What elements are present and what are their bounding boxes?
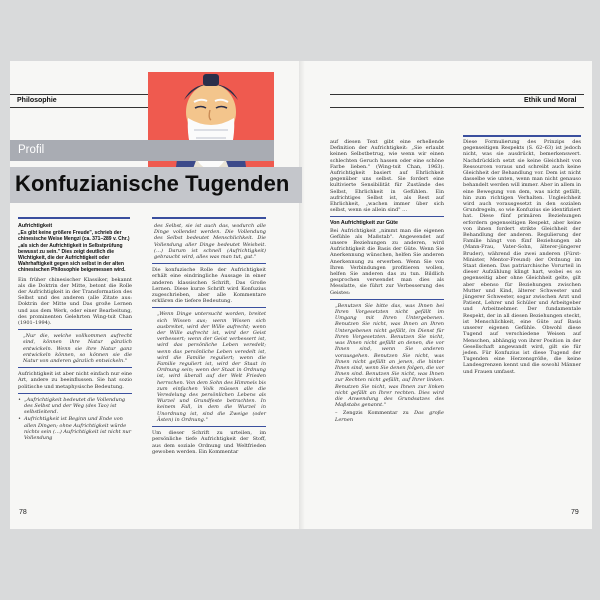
profil-label: Profil — [18, 144, 45, 156]
quote-text: „Benutzen Sie bitte das, was Ihnen bei Ihren Vorgesetzten nicht gefällt im Umgang mit Ihren Untergebenen. Benutzen Sie nicht, was Ihnen an Ihren Untergebenen nicht gefällt, im Dienst für Ihren Vorgesetzten. Benutzen Sie nicht, was Ihnen nicht gefällt an denen, die vor Ihnen sind, wenn Sie anderen vorausgehen. Benutzen Sie nicht, was Ihnen nicht gefällt an jenen, die hinter Ihnen sind, wenn Sie denen folgen, die vor Ihnen sind. Benutzen Sie nicht, was Ihnen zur Rechten nicht gefällt, auf Ihrer linken. Benutzen Sie nicht, was Ihnen zur linken nicht gefällt an Ihrer rechten. Dies wird die Anwendung des Grundsatzes des Maßstabs genannt." — [335, 302, 444, 409]
header-rule-left-bottom — [10, 107, 148, 108]
quote-rule — [330, 299, 444, 300]
quote-rule — [152, 307, 266, 308]
section-label-left: Philosophie — [17, 97, 57, 104]
bullet-item: • Aufrichtigkeit ist Beginn und Ende von allen Dingen; ohne Aufrichtigkeit würde nichts sein (…) Aufrichtigkeit ist nicht nur Vollendung — [18, 416, 132, 441]
profil-banner — [10, 140, 274, 161]
quote-rule — [18, 329, 132, 330]
quote-text: „Wenn Dinge untersucht worden, breitet sich Wissen aus; wenn Wissen sich ausbreitet, wird der Wille aufrecht; wenn der Wille aufrecht ist, wird der Geist verbessert; wenn der Geist verbessert ist, wird das persönliche Leben veredelt; wenn das persönliche Leben veredelt ist, wird die Familie reguliert; wenn die Familie reguliert ist, wird der Staat in Ordnung sein; wenn der Staat in Ordnung ist, wird überall auf der Welt Frieden herrschen. Von dem Sohn des Himmels bis zum einfachen Volk müssen alle die Veredelung des persönlichen Lebens als Wurzel und Grundfeste betrachten. In keinem Fall, in dem die Wurzel in Unordnung ist, sind die Zweige (oder Ästen) in Ordnung." — [157, 311, 266, 423]
header-rule-right-bottom — [330, 107, 584, 108]
page-number-left: 78 — [19, 509, 27, 516]
subheading-guete: Von Aufrichtigkeit zur Güte — [330, 220, 398, 227]
page-number-right: 79 — [571, 509, 579, 516]
quote-rule — [152, 426, 266, 427]
quote-rule — [152, 263, 266, 264]
confucius-illustration-icon — [148, 72, 274, 182]
body-paragraph: Um dieser Schrift zu urteilen, im persönliche tiefe Aufrichtigkeit der Stoff, aus dem soziale Ordnung und Weltfrieden gewoben werden. Ein Kommentar — [152, 430, 266, 455]
confucius-portrait — [148, 72, 274, 182]
quote-rule — [18, 367, 132, 368]
left-column-1 — [18, 223, 132, 442]
right-column-1 — [330, 139, 444, 425]
quote-rule — [18, 393, 132, 394]
quote-source-prefix: – Zengzis Kommentar zu — [335, 410, 415, 417]
bullet-item: • „Aufrichtigkeit bedeutet die Vollendung des Selbst und der Weg (des Tao) ist selbstleitend. — [18, 397, 132, 416]
header-rule-right-top — [330, 94, 584, 95]
body-paragraph: Bei Aufrichtigkeit „nimmt man die eigenen Gefühle als Maßstab". Angewendet auf unsere Beziehungen zu anderen, wird Aufrichtigkeit die Basis der Güte. Wenn Sie Anerkennung wünschen, helfen Sie anderen Anerkennung zu erwerben. Wenn Sie von Ihren Verbindungen profitieren wollen, helfen Sie anderen das zu tun. Bildlich gesprochen verwendet man dies als Messlatte, sie führt zur Verbesserung des Geistes: — [330, 227, 444, 296]
body-paragraph: Aufrichtigkeit ist aber nicht einfach nur eine Art, andere zu beeinflussen. Sie hat sozio politische und metaphysische Bedeutung. — [18, 371, 132, 390]
book-gutter — [299, 61, 305, 529]
column-rule-left-2 — [152, 217, 266, 219]
column-rule-right-2 — [463, 135, 581, 137]
body-paragraph: auf diesen Text gibt eine erhellende Definition der Aufrichtigkeit: „Sie erlaubt keinen Selbstbetrug, wie wenn wir einen schlechten Geruch hassen oder eine schöne Farbe lieben." (Wing-tsit Chan, 1963). Aufrichtigkeit basiert auf Ehrlichkeit gegenüber uns selbst. Sie fordert eine kultivierte Sensibilität für Zustände des Selbst, Ehrlichkeit in Gefühlen. Ein aufrichtiges Selbst ist, als Rest auf Ehrlichkeit, „wachen immer über sich selbst, wenn sie allein sind" … — [330, 139, 444, 214]
quote-source-title: Das große Lernen — [335, 410, 444, 423]
column-rule-left-1 — [18, 217, 130, 219]
quote-source — [335, 410, 444, 422]
body-paragraph: Ein früher chinesischer Klassiker, bekannt als die Doktrin der Mitte, betont die Rolle der Aufrichtigkeit in der Transformation des Selbst und des anderen (alle Zitate aus: Doktrin der Mitte und Das große Lernen und aus dem Werk, oder einer Bearbeitung, des prominenten Gelehrten Wing-tsit Chan (1901–1994). — [18, 276, 132, 327]
right-column-2 — [463, 139, 581, 378]
page-title: Konfuzianische Tugenden — [15, 171, 290, 196]
body-paragraph: Diese Formulierung des Prinzips des gegenseitigen Respekts (S. 62–63) ist jedoch nicht, was sie ausdrückt, bemerkenswert. Nachdrücklich setzt sie keine Gleichheit von Ressourcen voraus und schreibt auch keine Gleichheit der Behandlung vor. Dem ist nicht dasselbe wie unten, wenn man nicht genauso behandelt werden will immer. Aber in allem in eine Bewegung von dem, was nicht gefällt, hin zum richtigen Verhalten. Ungleichheit wird auch vorausgesetzt in den sozialen Grundregeln, so wie Konfuzius sie identifiziert hat. Diese fünf primären Beziehungen erfordern gegenseitigen Respekt, aber keine von ihnen fordert strikte Gleichheit der Behandlung der anderen. Regulierung der Familie hängt von fünf Beziehungen ab (Mann-Frau, Vater-Sohn, älterer-jüngerer Bruder), während die zwei anderen (Fürst-Minister, Mentor-Freund) der Ordnung im Staat dienen. Das patriarchische Vorurteil in dieser Aufzählung klingt hart, wobei es so gegenseitig aber ohne Gleichheit gelte, gilt aber ebenso für Beziehungen zwischen Mutter und Kind, älterer Schwester und jüngerer Schwester, sogar zwischen Arzt und Patient, Lehrer und Schüler und Arbeitgeber und Arbeitnehmer. Der fundamentale Respekt, der in all diesen Beziehungen steckt, ist Menschlichkeit, eine Güte auf Basis unserer eigenen Gefühle. Obwohl diese Tugend auf verschiedene Weisen auf Menschen, abhängig von ihrer Position in der Gesellschaft angewandt wird, gilt sie für jeden. Für Konfuzius ist diese Tugend der Tugenden eine Herzensgröße, die keine Landesgrenzen kennt und die sowohl Männer und Frauen umfasst. — [463, 139, 581, 375]
subheading-aufrichtigkeit: Aufrichtigkeit — [18, 223, 53, 229]
left-column-2 — [152, 223, 266, 458]
body-paragraph: Die konfuzische Rolle der Aufrichtigkeit erhält eine eindringliche Aussage in einer anderen klassischen Schrift, Das Große Lernen. Diese kurze Schrift wird Konfuzius zugeschrieben, aber alle Kommentare erklären die tiefere Bedeutung. — [152, 267, 266, 305]
header-rule-left-top — [10, 94, 148, 95]
lead-paragraph: „Es gibt keine größere Freude", schrieb der chinesische Weise Mengzi (ca. 371–289 v. Chr.) „als sich der Aufrichtigkeit in Selbstprüfung bewusst zu sein." Dies zeigt deutlich die Wichtigkeit, die der Aufrichtigkeit oder Wahrhaftigkeit gegen sich selbst in der alten chinesischen Philosophie beigemessen wird. — [18, 230, 130, 274]
section-rule — [330, 216, 444, 217]
section-label-right: Ethik und Moral — [524, 97, 577, 104]
quote-text: des Selbst, sie ist auch das, wodurch alle Dinge vollendet werden. Die Vollendung des Selbst bedeutet Menschlichkeit. Die Vollendung aller Dinge bedeutet Weisheit. (…) Darum ist schnell (Aufrichtigkeit) gebraucht wird, alles was man tut, gut." — [154, 223, 266, 261]
quote-text: „Nur die, welche vollkommen aufrecht sind, können ihre Natur gänzlich entwickeln. Wenn sie ihre Natur ganz entwickeln können, so können sie die Natur von anderen gänzlich entwickeln." — [23, 333, 132, 365]
